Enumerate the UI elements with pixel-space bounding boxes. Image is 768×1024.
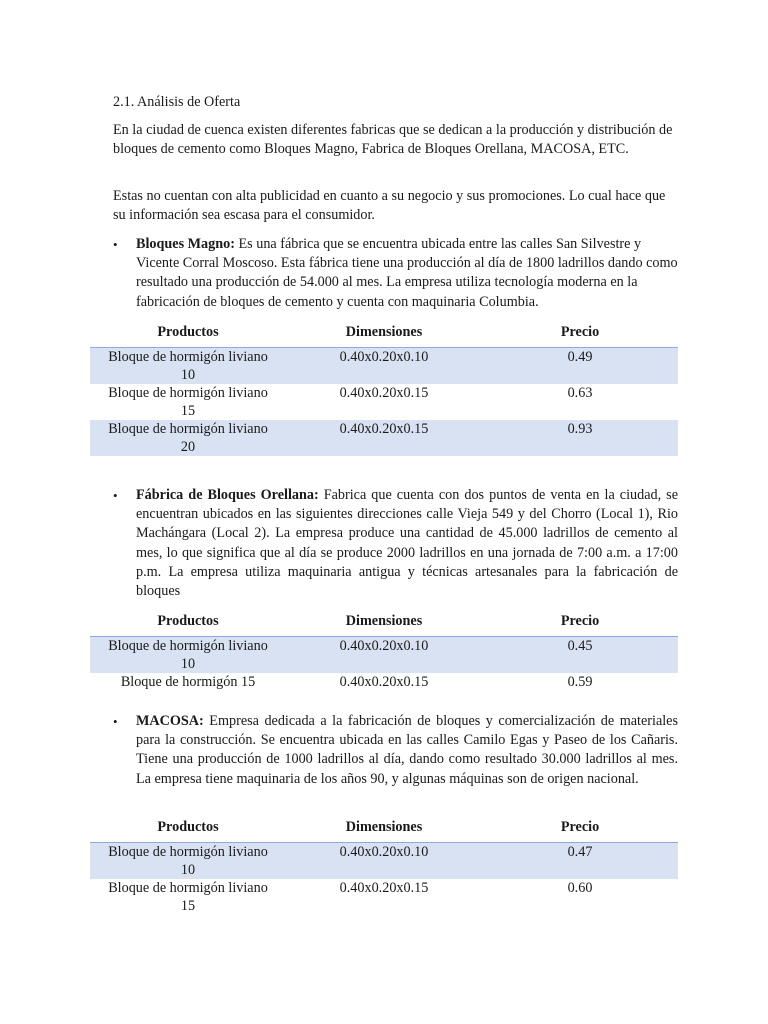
company-bullet-macosa <box>113 712 678 789</box>
company-bullet-magno <box>113 235 678 312</box>
header-price: Precio <box>482 609 678 637</box>
price-cell: 0.63 <box>567 385 593 401</box>
company-name: Fábrica de Bloques Orellana: <box>136 487 319 503</box>
dimensions-cell: 0.40x0.20x0.15 <box>339 385 429 401</box>
dimensions-cell: 0.40x0.20x0.15 <box>339 880 429 896</box>
company-description <box>136 235 678 312</box>
price-cell: 0.49 <box>482 348 678 385</box>
product-cell: Bloque de hormigón liviano 10 <box>90 637 286 674</box>
product-cell: Bloque de hormigón 15 <box>120 674 256 690</box>
dimensions-cell: 0.40x0.20x0.10 <box>286 637 482 674</box>
table-header-row <box>90 815 678 843</box>
products-table-magno <box>90 320 678 456</box>
company-name: Bloques Magno: <box>136 236 235 252</box>
header-dimensions: Dimensiones <box>286 609 482 637</box>
table-header-row <box>90 320 678 348</box>
header-dimensions: Dimensiones <box>286 815 482 843</box>
table-row <box>90 420 678 456</box>
dimensions-cell: 0.40x0.20x0.10 <box>286 348 482 385</box>
header-products: Productos <box>90 320 286 348</box>
dimensions-cell: 0.40x0.20x0.15 <box>339 674 429 690</box>
intro-paragraph: En la ciudad de cuenca existen diferentes fabricas que se dedican a la producción y distribución de bloques de cemento como Bloques Magno, Fabrica de Bloques Orellana, MACOSA, ETC. <box>113 122 673 157</box>
price-cell: 0.93 <box>482 420 678 456</box>
price-cell: 0.60 <box>567 880 593 896</box>
price-cell: 0.47 <box>482 843 678 880</box>
table-row <box>90 348 678 385</box>
header-products: Productos <box>90 815 286 843</box>
table-row <box>90 879 678 915</box>
header-products: Productos <box>90 609 286 637</box>
header-dimensions: Dimensiones <box>286 320 482 348</box>
table-header-row <box>90 609 678 637</box>
company-description <box>136 486 678 601</box>
header-price: Precio <box>482 320 678 348</box>
table-row <box>90 384 678 420</box>
product-cell: Bloque de hormigón liviano 15 <box>108 880 268 914</box>
section-heading: 2.1. Análisis de Oferta <box>113 94 241 110</box>
bullet-icon: • <box>113 488 118 503</box>
company-description <box>136 712 678 789</box>
dimensions-cell: 0.40x0.20x0.15 <box>286 420 482 456</box>
products-table-macosa <box>90 815 678 915</box>
product-cell: Bloque de hormigón liviano 10 <box>90 348 286 385</box>
dimensions-cell: 0.40x0.20x0.10 <box>286 843 482 880</box>
bullet-icon: • <box>113 237 118 252</box>
table-row <box>90 673 678 692</box>
bullet-icon: • <box>113 714 118 729</box>
price-cell: 0.59 <box>567 674 593 690</box>
price-cell: 0.45 <box>482 637 678 674</box>
company-text: Fabrica que cuenta con dos puntos de venta en la ciudad, se encuentran ubicados en las siguientes direcciones calle Vieja 549 y del Chorro (Local 1), Rio Machángara (Local 2). La empresa produce una cantidad de 45.000 ladrillos de cemento al mes, lo que significa que al día se produce 2000 ladrillos en una jornada de 7:00 a.m. a 17:00 p.m. La empresa utiliza maquinaria antigua y técnicas artesanales para la fabricación de bloques <box>136 487 679 600</box>
product-cell: Bloque de hormigón liviano 10 <box>90 843 286 880</box>
product-cell: Bloque de hormigón liviano 20 <box>90 420 286 456</box>
publicity-paragraph: Estas no cuentan con alta publicidad en cuanto a su negocio y sus promociones. Lo cual hace que su información sea escasa para el consumidor. <box>113 188 666 223</box>
product-cell: Bloque de hormigón liviano 15 <box>108 385 268 419</box>
header-price: Precio <box>482 815 678 843</box>
company-text: Es una fábrica que se encuentra ubicada entre las calles San Silvestre y Vicente Corral Moscoso. Esta fábrica tiene una producción al día de 1800 ladrillos dando como resultado una producción de 54.000 al mes. La empresa utiliza tecnología moderna en la fabricación de bloques de cemento y cuenta con maquinaria Columbia. <box>136 236 678 310</box>
table-row <box>90 637 678 674</box>
company-text: Empresa dedicada a la fabricación de bloques y comercialización de materiales para la construcción. Se encuentra ubicada en las calles Camilo Egas y Paseo de los Cañaris. Tiene una producción de 1000 ladrillos al día, dando como resultado 30.000 ladrillos al mes. La empresa tiene maquinaria de los años 90, y algunas máquinas son de origen nacional. <box>136 713 679 787</box>
products-table-orellana <box>90 609 678 692</box>
table-row <box>90 843 678 880</box>
company-name: MACOSA: <box>136 713 204 729</box>
company-bullet-orellana <box>113 486 678 601</box>
